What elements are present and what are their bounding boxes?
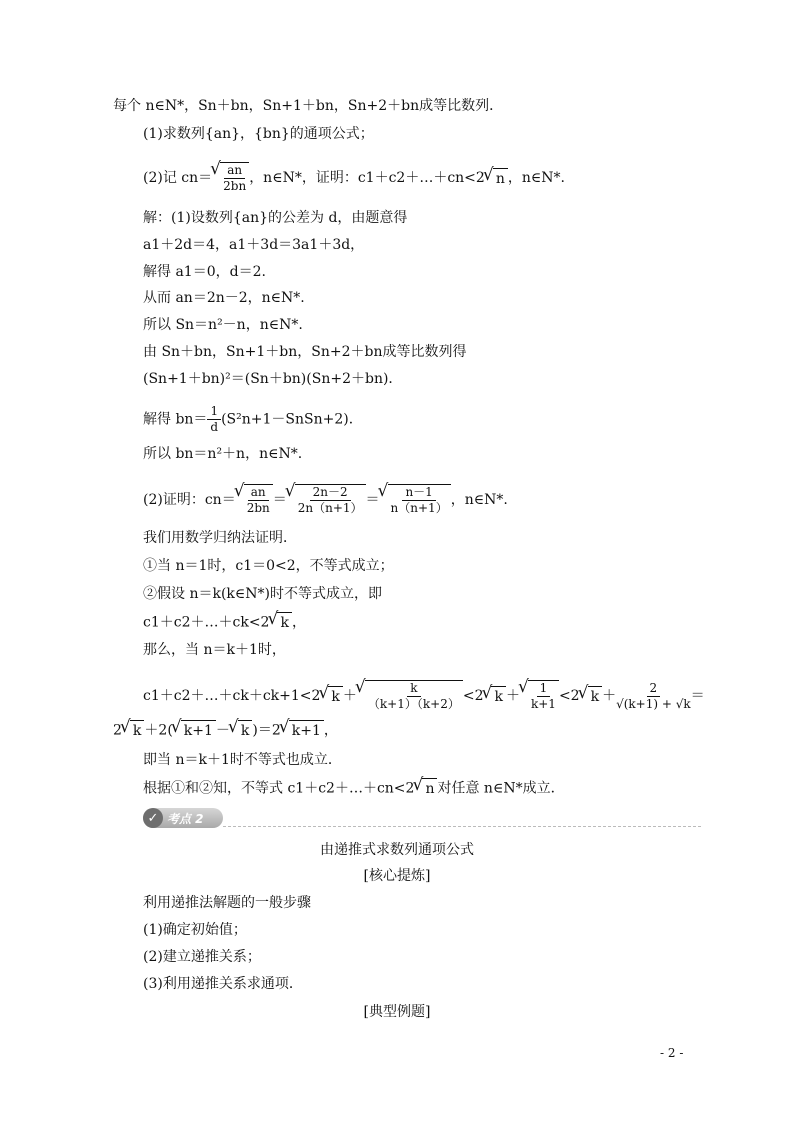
sqrt-f2: [295, 484, 366, 516]
c-def-end: ，n∈N*.: [507, 170, 565, 186]
step-2: (2)建立递推关系；: [143, 949, 261, 965]
line-21: 即当 n＝k＋1时不等式也成立．: [143, 752, 342, 768]
step-3: (3)利用递推关系求通项．: [143, 976, 303, 992]
check-icon: ✓: [143, 808, 163, 828]
frac-den: （k+1）（k+2）: [367, 697, 460, 711]
sqrt-n: √ n: [422, 778, 437, 799]
frac-den: d: [210, 420, 219, 434]
sqrt-1-k1: [528, 680, 559, 712]
line-13: [143, 484, 508, 516]
line-19: [143, 680, 705, 712]
page-number: - 2 -: [660, 1046, 684, 1060]
frac-den: k+1: [530, 697, 556, 711]
plus-sign: ＋: [505, 688, 520, 704]
line-18: 那么，当 n＝k＋1时，: [143, 642, 286, 658]
sqrt-k1: √ k+1: [289, 720, 324, 741]
b-solve-label: 解得 bn＝: [143, 411, 208, 428]
step-sum: c1＋c2＋…＋ck＋ck+1<2: [143, 688, 321, 704]
result-tail: )＝2: [252, 722, 281, 739]
sqrt-k: √ k: [328, 686, 342, 707]
line-12: 所以 bn＝n²＋n，n∈N*.: [143, 446, 303, 462]
section-divider: [223, 826, 701, 827]
frac-num: √ k: [407, 681, 420, 697]
result-mid: ＋2(: [144, 722, 173, 739]
c-proof-label: (2)证明：cn＝: [143, 492, 236, 508]
sqrt-f3: [388, 484, 451, 516]
line-3: [143, 162, 565, 194]
sqrt-k: √ k: [588, 686, 602, 707]
conclusion-tail: 对任意 n∈N*成立．: [437, 780, 565, 797]
sqrt-f1: [244, 484, 273, 516]
plus-sign: ＋: [602, 688, 617, 704]
line-14: 我们用数学归纳法证明．: [143, 530, 297, 546]
sqrt-n: √ n: [493, 168, 508, 189]
result-end: ，: [323, 722, 338, 739]
conclusion-lead: 根据①和②知，不等式 c1＋c2＋…＋cn<2: [143, 780, 415, 797]
hyp-end: ，: [291, 614, 306, 631]
line-4: 解：(1)设数列{an}的公差为 d，由题意得: [143, 210, 408, 226]
sqrt-k1: √ k+1: [181, 720, 216, 741]
intro-text: 利用递推法解题的一般步骤: [143, 895, 311, 911]
line-6: 解得 a1＝0，d＝2.: [143, 264, 266, 280]
result-lead: 2: [113, 722, 122, 739]
sqrt-cn: [220, 162, 249, 194]
sqrt-ck1: [365, 680, 463, 712]
plus-sign: ＋: [342, 688, 357, 704]
core-heading: [核心提炼]: [363, 868, 431, 884]
line-22: [143, 778, 565, 799]
line-7: 从而 an＝2n－2，n∈N*.: [143, 290, 305, 306]
frac-num: √ 2n－2: [310, 485, 351, 501]
hyp-sum: c1＋c2＋…＋ck<2: [143, 614, 270, 631]
section-badge: [143, 808, 223, 828]
sqrt-k: √ k: [130, 720, 144, 741]
line-2: (1)求数列{an}，{bn}的通项公式；: [143, 126, 374, 142]
line-15: ①当 n＝1时，c1＝0<2，不等式成立；: [143, 558, 394, 574]
frac-den: 2n（n+1）: [297, 501, 363, 515]
frac-num: 2: [647, 681, 661, 697]
frac-num: √ n－1: [402, 485, 435, 501]
frac-num: √ 1: [537, 681, 551, 697]
section-title: 由递推式求数列通项公式: [320, 842, 474, 858]
line-5: a1＋2d＝4，a1＋3d＝3a1＋3d，: [143, 237, 365, 253]
line-8: 所以 Sn＝n²－n，n∈N*.: [143, 317, 303, 333]
lt2: <2: [462, 688, 484, 704]
frac-1-d: [207, 404, 221, 435]
line-11: [143, 404, 363, 435]
lt2: <2: [558, 688, 580, 704]
frac-num: √ an: [248, 485, 269, 501]
b-solve-tail: (S²n+1－SnSn+2)．: [221, 411, 363, 428]
line-20: [113, 720, 338, 741]
minus-sign: －: [215, 722, 230, 739]
eq-sign: ＝: [272, 492, 287, 508]
line-10: (Sn+1＋bn)²＝(Sn＋bn)(Sn+2＋bn)．: [143, 371, 403, 387]
c-proof-tail: ，n∈N*.: [450, 492, 508, 508]
line-1: 每个 n∈N*，Sn＋bn，Sn+1＋bn，Sn+2＋bn成等比数列．: [113, 98, 504, 114]
example-heading: [典型例题]: [363, 1004, 431, 1020]
frac-den: 2bn: [246, 501, 270, 515]
frac-den: √(k+1) + √k: [616, 696, 691, 711]
line-17: [143, 612, 306, 633]
line-9: 由 Sn＋bn，Sn+1＋bn，Sn+2＋bn成等比数列得: [143, 344, 467, 360]
frac-2-den: [616, 681, 691, 712]
frac-num: 1: [207, 404, 221, 420]
c-def-tail: ，n∈N*，证明：c1＋c2＋…＋cn<2: [249, 170, 485, 186]
eq-sign: ＝: [690, 688, 705, 704]
frac-den: 2bn: [223, 179, 247, 193]
badge-label: 考点 2: [167, 811, 204, 826]
c-def-label: (2)记 cn＝: [143, 170, 213, 186]
step-1: (1)确定初始值；: [143, 922, 247, 938]
sqrt-k: √ k: [238, 720, 252, 741]
eq-sign: ＝: [365, 492, 380, 508]
sqrt-k: √ k: [491, 686, 505, 707]
line-16: ②假设 n＝k(k∈N*)时不等式成立，即: [143, 586, 382, 602]
frac-num: √ an: [224, 163, 245, 179]
frac-den: n（n+1）: [390, 501, 448, 515]
sqrt-k: √ k: [277, 612, 291, 633]
